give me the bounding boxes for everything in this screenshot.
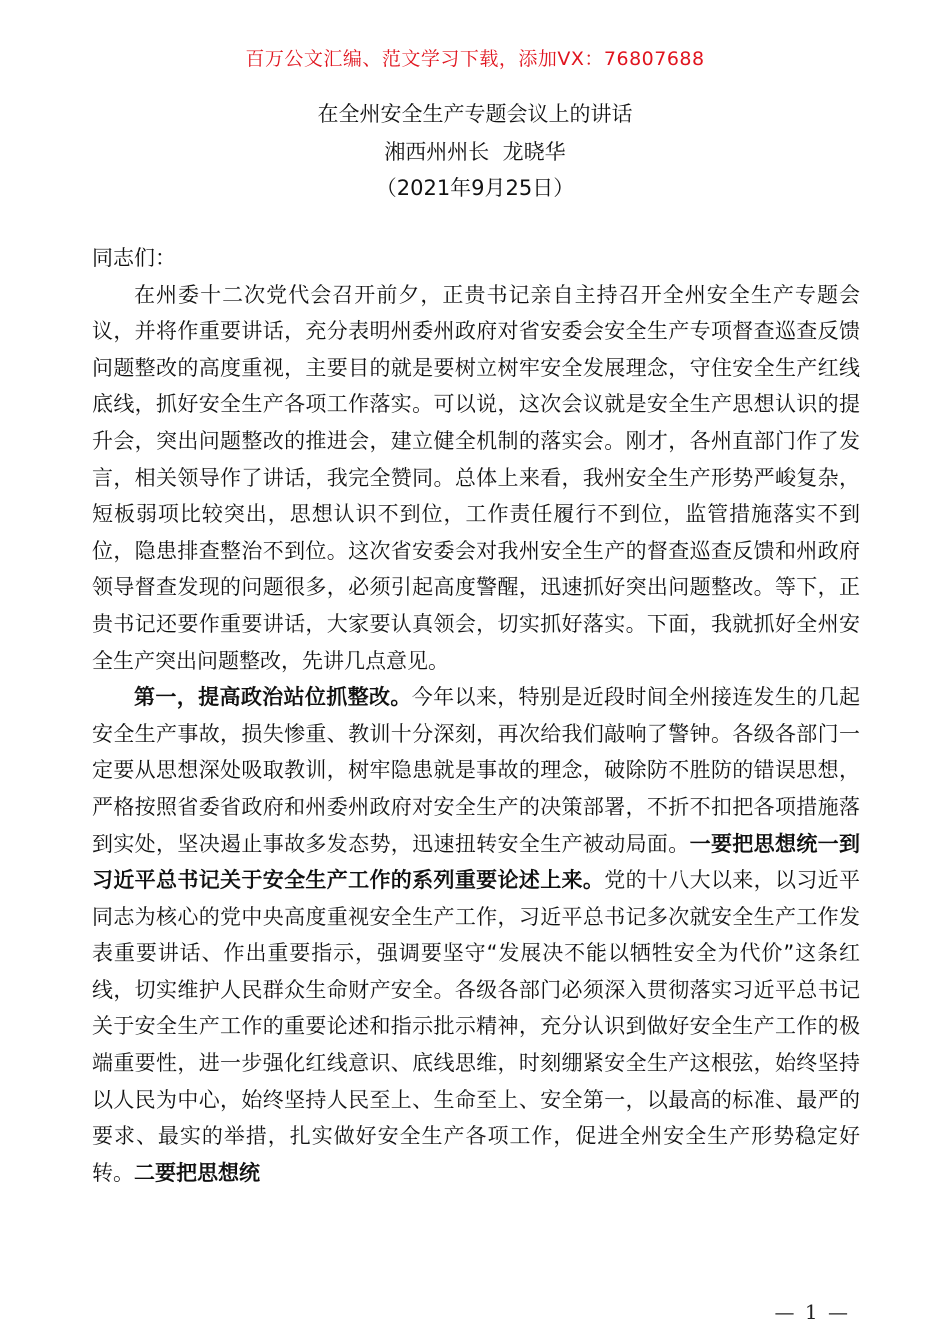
document-date: （2021年9月25日） bbox=[375, 176, 575, 200]
paragraph-2-text-1: 今年以来，特别是近段时间全州接连发生的几起安全生产事故，损失惨重、教训十分深刻，再次给我们敲响了警钟。各级各部门一定要从思想深处吸取教训，树牢隐患就是事故的理念，破除防不胜防的错误思想，严格按照省委省政府和州委州政府对安全生产的决策部署，不折不扣把各项措施落到实处，坚决遏止事故多发态势，迅速扭转安全生产被动局面。 bbox=[92, 685, 861, 856]
document-title: 在全州安全生产专题会议上的讲话 bbox=[317, 102, 633, 126]
salutation: 同志们： bbox=[92, 246, 176, 270]
subpoint-heading-1: 一要把思想统一到习近平总书记关于安全生产工作的系列重要论述上来。 bbox=[92, 831, 861, 893]
document-body bbox=[92, 240, 860, 1191]
paragraph-1: 在州委十二次党代会召开前夕，正贵书记亲自主持召开全州安全生产专题会议，并将作重要讲话，充分表明州委州政府对省安委会安全生产专项督查巡查反馈问题整改的高度重视，主要目的就是要树立树牢安全发展理念，守住安全生产红线底线，抓好安全生产各项工作落实。可以说，这次会议就是安全生产思想认识的提升会，突出问题整改的推进会，建立健全机制的落实会。刚才，各州直部门作了发言，相关领导作了讲话，我完全赞同。总体上来看，我州安全生产形势严峻复杂，短板弱项比较突出，思想认识不到位，工作责任履行不到位，监管措施落实不到位，隐患排查整治不到位。这次省安委会对我州安全生产的督查巡查反馈和州政府领导督查发现的问题很多，必须引起高度警醒，迅速抓好突出问题整改。等下，正贵书记还要作重要讲话，大家要认真领会，切实抓好落实。下面，我就抓好全州安全生产突出问题整改，先讲几点意见。 bbox=[92, 282, 860, 673]
page-number: — 1 — bbox=[774, 1300, 850, 1324]
section-heading: 第一，提高政治站位抓整改。 bbox=[134, 685, 412, 710]
subpoint-heading-2: 二要把思想统 bbox=[134, 1160, 260, 1185]
paragraph-2-text-2: 党的十八大以来，以习近平同志为核心的党中央高度重视安全生产工作，习近平总书记多次就安全生产工作发表重要讲话、作出重要指示，强调要坚守“发展决不能以牺牲安全为代价”这条红线，切实维护人民群众生命财产安全。各级各部门必须深入贯彻落实习近平总书记关于安全生产工作的重要论述和指示批示精神，充分认识到做好安全生产工作的极端重要性，进一步强化红线意识、底线思维，时刻绷紧安全生产这根弦，始终坚持以人民为中心，始终坚持人民至上、生命至上、安全第一，以最高的标准、最严的要求、最实的举措，扎实做好安全生产各项工作，促进全州安全生产形势稳定好转。 bbox=[92, 868, 861, 1185]
paragraph-2 bbox=[92, 679, 860, 1191]
header-banner: 百万公文汇编、范文学习下载，添加VX：76807688 bbox=[245, 48, 705, 70]
document-author: 湘西州州长 龙晓华 bbox=[384, 140, 566, 164]
